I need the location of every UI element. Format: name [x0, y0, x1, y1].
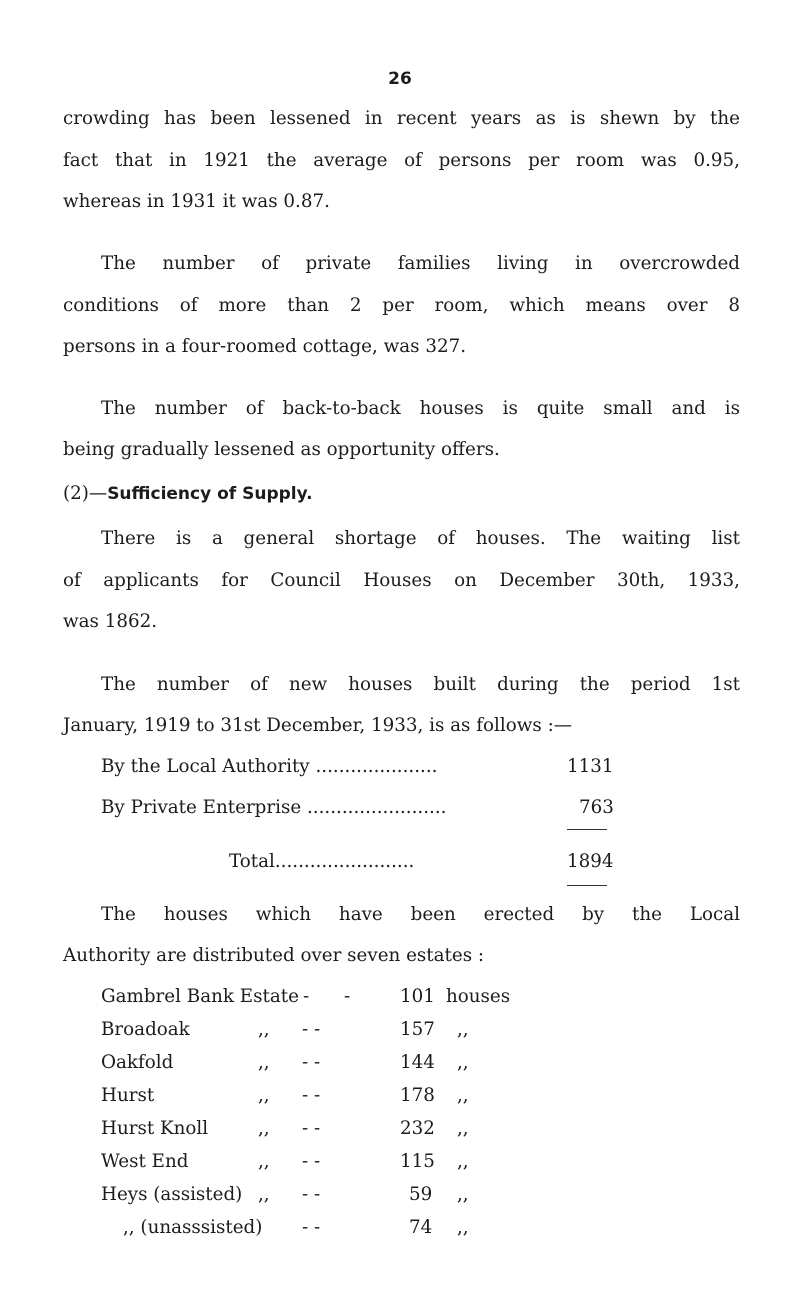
estate-unit: ,,: [457, 1019, 469, 1040]
built-value: 1131: [567, 756, 614, 777]
para6-line-1: The houses which have been erected by the Local: [101, 904, 740, 925]
built-label: By Private Enterprise ........................: [101, 797, 447, 818]
estate-name: Broadoak: [101, 1019, 190, 1040]
estate-row: [101, 986, 741, 1008]
estate-ditto: ,,: [258, 1085, 270, 1106]
estate-unit: ,,: [457, 1085, 469, 1106]
estate-ditto: ,,: [258, 1184, 270, 1205]
estate-row: [101, 1085, 741, 1107]
total-value: 1894: [567, 851, 614, 872]
estate-row: [101, 1184, 741, 1206]
para1-line-3: whereas in 1931 it was 0.87.: [63, 191, 330, 212]
built-label: By the Local Authority .....................: [101, 756, 438, 777]
para1-line-2: fact that in 1921 the average of persons per room was 0.95,: [63, 150, 740, 171]
para3-line-2: being gradually lessened as opportunity offers.: [63, 439, 500, 460]
estate-ditto: ,,: [258, 1151, 270, 1172]
estate-row: [101, 1019, 741, 1041]
estate-dash: -: [344, 986, 351, 1007]
estate-ditto: ,,: [258, 1019, 270, 1040]
estate-row: [101, 1151, 741, 1173]
estate-count: 232: [400, 1118, 435, 1139]
para6-line-2: Authority are distributed over seven estates :: [63, 945, 485, 966]
estate-name: West End: [101, 1151, 189, 1172]
estate-unit: ,,: [457, 1151, 469, 1172]
para2-line-1: The number of private families living in overcrowded: [101, 253, 740, 274]
estate-row: [101, 1052, 741, 1074]
estate-dash: - -: [302, 1085, 321, 1106]
total-row: [229, 851, 614, 873]
estate-count: 74: [409, 1217, 433, 1238]
para4-line-1: There is a general shortage of houses. The waiting list: [101, 528, 740, 549]
estate-count: 157: [400, 1019, 435, 1040]
section-heading: [63, 483, 313, 505]
para5-line-2: January, 1919 to 31st December, 1933, is as follows :—: [63, 715, 573, 736]
total-label: Total........................: [229, 851, 415, 872]
estate-dash: - -: [302, 1184, 321, 1205]
section-number: (2): [63, 483, 89, 504]
estate-row: [101, 1118, 741, 1140]
estate-dash: - -: [302, 1019, 321, 1040]
para1-line-1: crowding has been lessened in recent years as is shewn by the: [63, 108, 740, 129]
estate-name: Hurst: [101, 1085, 155, 1106]
built-row-local: [101, 756, 614, 778]
estate-dash: - -: [302, 1217, 321, 1238]
estate-unit: ,,: [457, 1184, 469, 1205]
para2-line-2: conditions of more than 2 per room, which means over 8: [63, 295, 740, 316]
estate-dash: - -: [302, 1052, 321, 1073]
estate-name: ,, (unasssisted): [123, 1217, 263, 1238]
estate-ditto: ,,: [258, 1052, 270, 1073]
estate-dash: - -: [302, 1151, 321, 1172]
para4-line-3: was 1862.: [63, 611, 158, 632]
estate-unit: ,,: [457, 1217, 469, 1238]
estate-row: [101, 1217, 741, 1239]
para4-line-2: of applicants for Council Houses on December 30th, 1933,: [63, 570, 740, 591]
sum-rule-top: [567, 829, 607, 830]
estate-dash: - -: [302, 1118, 321, 1139]
page-number: 26: [388, 69, 412, 89]
estate-name: Oakfold: [101, 1052, 174, 1073]
section-title: Sufficiency of Supply.: [107, 484, 313, 504]
estate-unit: ,,: [457, 1118, 469, 1139]
estate-count: 59: [409, 1184, 433, 1205]
estate-unit: houses: [446, 986, 511, 1007]
para5-line-1: The number of new houses built during the period 1st: [101, 674, 740, 695]
estate-name: Heys (assisted): [101, 1184, 243, 1205]
sum-rule-bottom: [567, 885, 607, 886]
estate-ditto: ,,: [258, 1118, 270, 1139]
built-row-private: [101, 797, 614, 819]
estate-unit: ,,: [457, 1052, 469, 1073]
built-value: 763: [579, 797, 614, 818]
para3-line-1: The number of back-to-back houses is quite small and is: [101, 398, 740, 419]
estate-count: 115: [400, 1151, 435, 1172]
estate-count: 101: [400, 986, 435, 1007]
section-dash: —: [88, 483, 108, 504]
estate-count: 144: [400, 1052, 435, 1073]
estate-dash: -: [303, 986, 310, 1007]
estate-name: Hurst Knoll: [101, 1118, 209, 1139]
para2-line-3: persons in a four-roomed cottage, was 327.: [63, 336, 467, 357]
estate-name: Gambrel Bank Estate: [101, 986, 299, 1007]
estate-count: 178: [400, 1085, 435, 1106]
